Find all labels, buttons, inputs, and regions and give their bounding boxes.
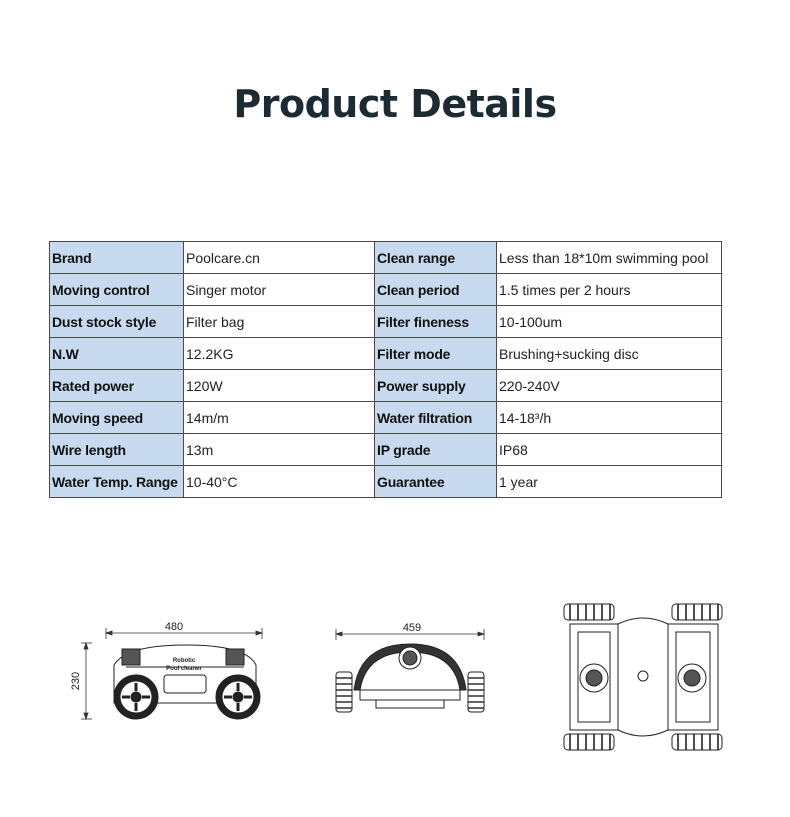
table-row xyxy=(50,434,722,466)
spec-value: 13m xyxy=(184,434,375,466)
spec-key: Dust stock style xyxy=(50,306,184,338)
table-row xyxy=(50,274,722,306)
width-dimension-label: 480 xyxy=(164,621,184,633)
spec-key: Water filtration xyxy=(375,402,497,434)
spec-value: Brushing+sucking disc xyxy=(497,338,722,370)
spec-value: 1 year xyxy=(497,466,722,498)
spec-value: Filter bag xyxy=(184,306,375,338)
spec-key: Wire length xyxy=(50,434,184,466)
spec-key: Filter mode xyxy=(375,338,497,370)
spec-key: Guarantee xyxy=(375,466,497,498)
spec-value: Singer motor xyxy=(184,274,375,306)
spec-key: Power supply xyxy=(375,370,497,402)
spec-value: 10-100um xyxy=(497,306,722,338)
spec-value: Less than 18*10m swimming pool xyxy=(497,242,722,274)
table-row xyxy=(50,338,722,370)
height-dimension-label: 230 xyxy=(70,671,82,691)
spec-key: Brand xyxy=(50,242,184,274)
spec-value: 220-240V xyxy=(497,370,722,402)
spec-value: 1.5 times per 2 hours xyxy=(497,274,722,306)
table-row xyxy=(50,402,722,434)
top-view-diagram xyxy=(560,600,728,755)
spec-key: Clean period xyxy=(375,274,497,306)
spec-key: IP grade xyxy=(375,434,497,466)
table-row xyxy=(50,242,722,274)
logo-text-line1: Robotic xyxy=(172,658,196,664)
spec-key: Water Temp. Range xyxy=(50,466,184,498)
width-dimension-label: 459 xyxy=(402,622,422,634)
spec-value: 120W xyxy=(184,370,375,402)
spec-key: Moving speed xyxy=(50,402,184,434)
spec-value: 12.2KG xyxy=(184,338,375,370)
table-row xyxy=(50,306,722,338)
page-title: Product Details xyxy=(233,82,557,126)
table-row xyxy=(50,370,722,402)
spec-key: N.W xyxy=(50,338,184,370)
spec-key: Filter fineness xyxy=(375,306,497,338)
spec-value: Poolcare.cn xyxy=(184,242,375,274)
side-view-diagram xyxy=(66,615,266,725)
spec-key: Clean range xyxy=(375,242,497,274)
table-row xyxy=(50,466,722,498)
spec-value: 10-40°C xyxy=(184,466,375,498)
logo-text-line2: Pool cleaner xyxy=(166,666,202,672)
spec-value: 14m/m xyxy=(184,402,375,434)
spec-value: IP68 xyxy=(497,434,722,466)
spec-key: Rated power xyxy=(50,370,184,402)
specs-table xyxy=(49,241,722,498)
spec-key: Moving control xyxy=(50,274,184,306)
spec-value: 14-18³/h xyxy=(497,402,722,434)
front-view-diagram xyxy=(330,620,490,720)
